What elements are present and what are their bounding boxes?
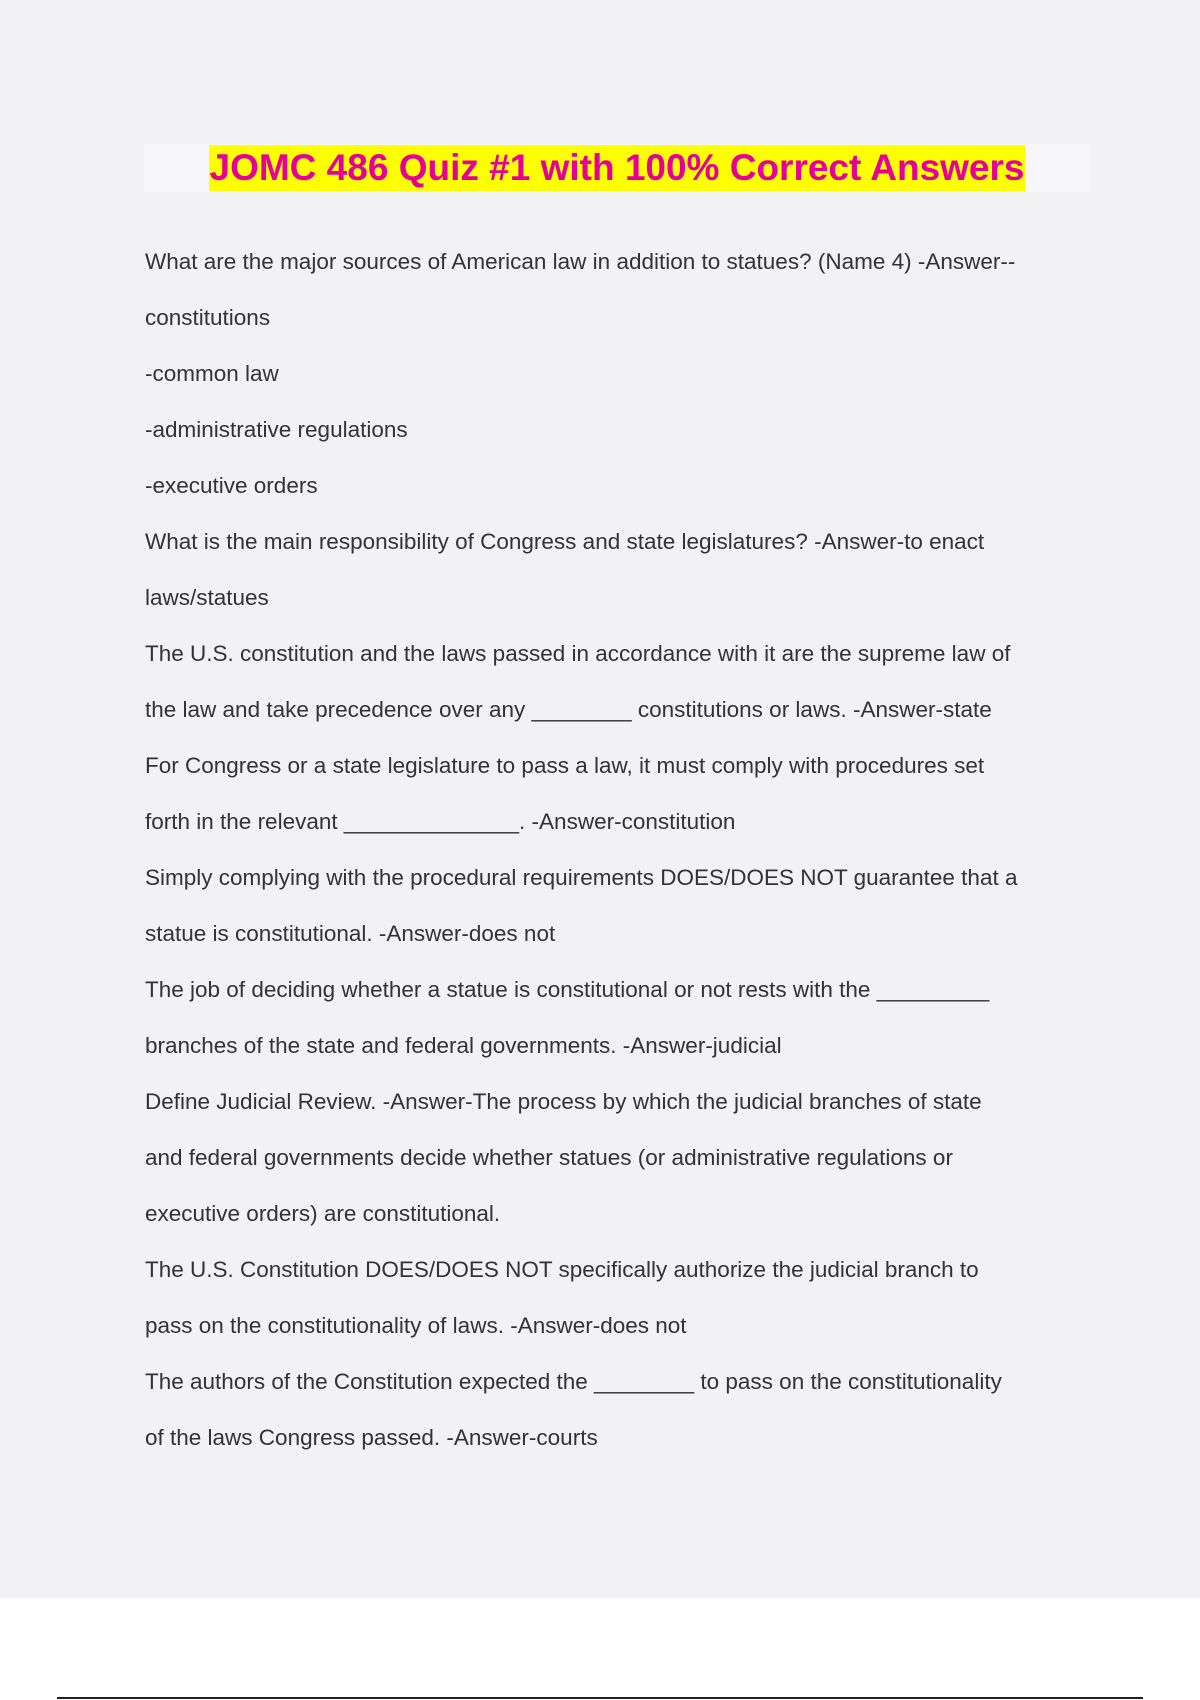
text-line: The authors of the Constitution expected the ________ to pass on the constitutionality: [145, 1369, 1002, 1394]
text-line: forth in the relevant ______________. -Answer-constitution: [145, 809, 736, 834]
title-band: [144, 144, 1090, 192]
page-divider: [57, 1697, 1143, 1699]
text-line: pass on the constitutionality of laws. -Answer-does not: [145, 1313, 687, 1338]
text-line: What is the main responsibility of Congress and state legislatures? -Answer-to enact: [145, 529, 985, 554]
text-line: and federal governments decide whether statues (or administrative regulations or: [145, 1145, 953, 1170]
text-line: constitutions: [145, 305, 271, 330]
text-line: For Congress or a state legislature to pass a law, it must comply with procedures set: [145, 753, 985, 778]
text-line: branches of the state and federal governments. -Answer-judicial: [145, 1033, 782, 1058]
quiz-body: [145, 234, 1105, 1466]
document-title: JOMC 486 Quiz #1 with 100% Correct Answers: [209, 145, 1026, 191]
text-line: Simply complying with the procedural requirements DOES/DOES NOT guarantee that a: [145, 865, 1018, 890]
text-line: the law and take precedence over any ________ constitutions or laws. -Answer-state: [145, 697, 992, 722]
text-line: -common law: [145, 361, 279, 386]
text-line: -administrative regulations: [145, 417, 408, 442]
text-line: The job of deciding whether a statue is constitutional or not rests with the _________: [145, 977, 990, 1002]
text-line: What are the major sources of American law in addition to statues? (Name 4) -Answer--: [145, 249, 1016, 274]
text-line: laws/statues: [145, 585, 269, 610]
text-line: Define Judicial Review. -Answer-The process by which the judicial branches of state: [145, 1089, 982, 1114]
text-line: statue is constitutional. -Answer-does not: [145, 921, 556, 946]
text-line: -executive orders: [145, 473, 318, 498]
text-line: executive orders) are constitutional.: [145, 1201, 501, 1226]
text-line: The U.S. constitution and the laws passed in accordance with it are the supreme law of: [145, 641, 1011, 666]
text-line: of the laws Congress passed. -Answer-courts: [145, 1425, 598, 1450]
text-line: The U.S. Constitution DOES/DOES NOT specifically authorize the judicial branch to: [145, 1257, 979, 1282]
